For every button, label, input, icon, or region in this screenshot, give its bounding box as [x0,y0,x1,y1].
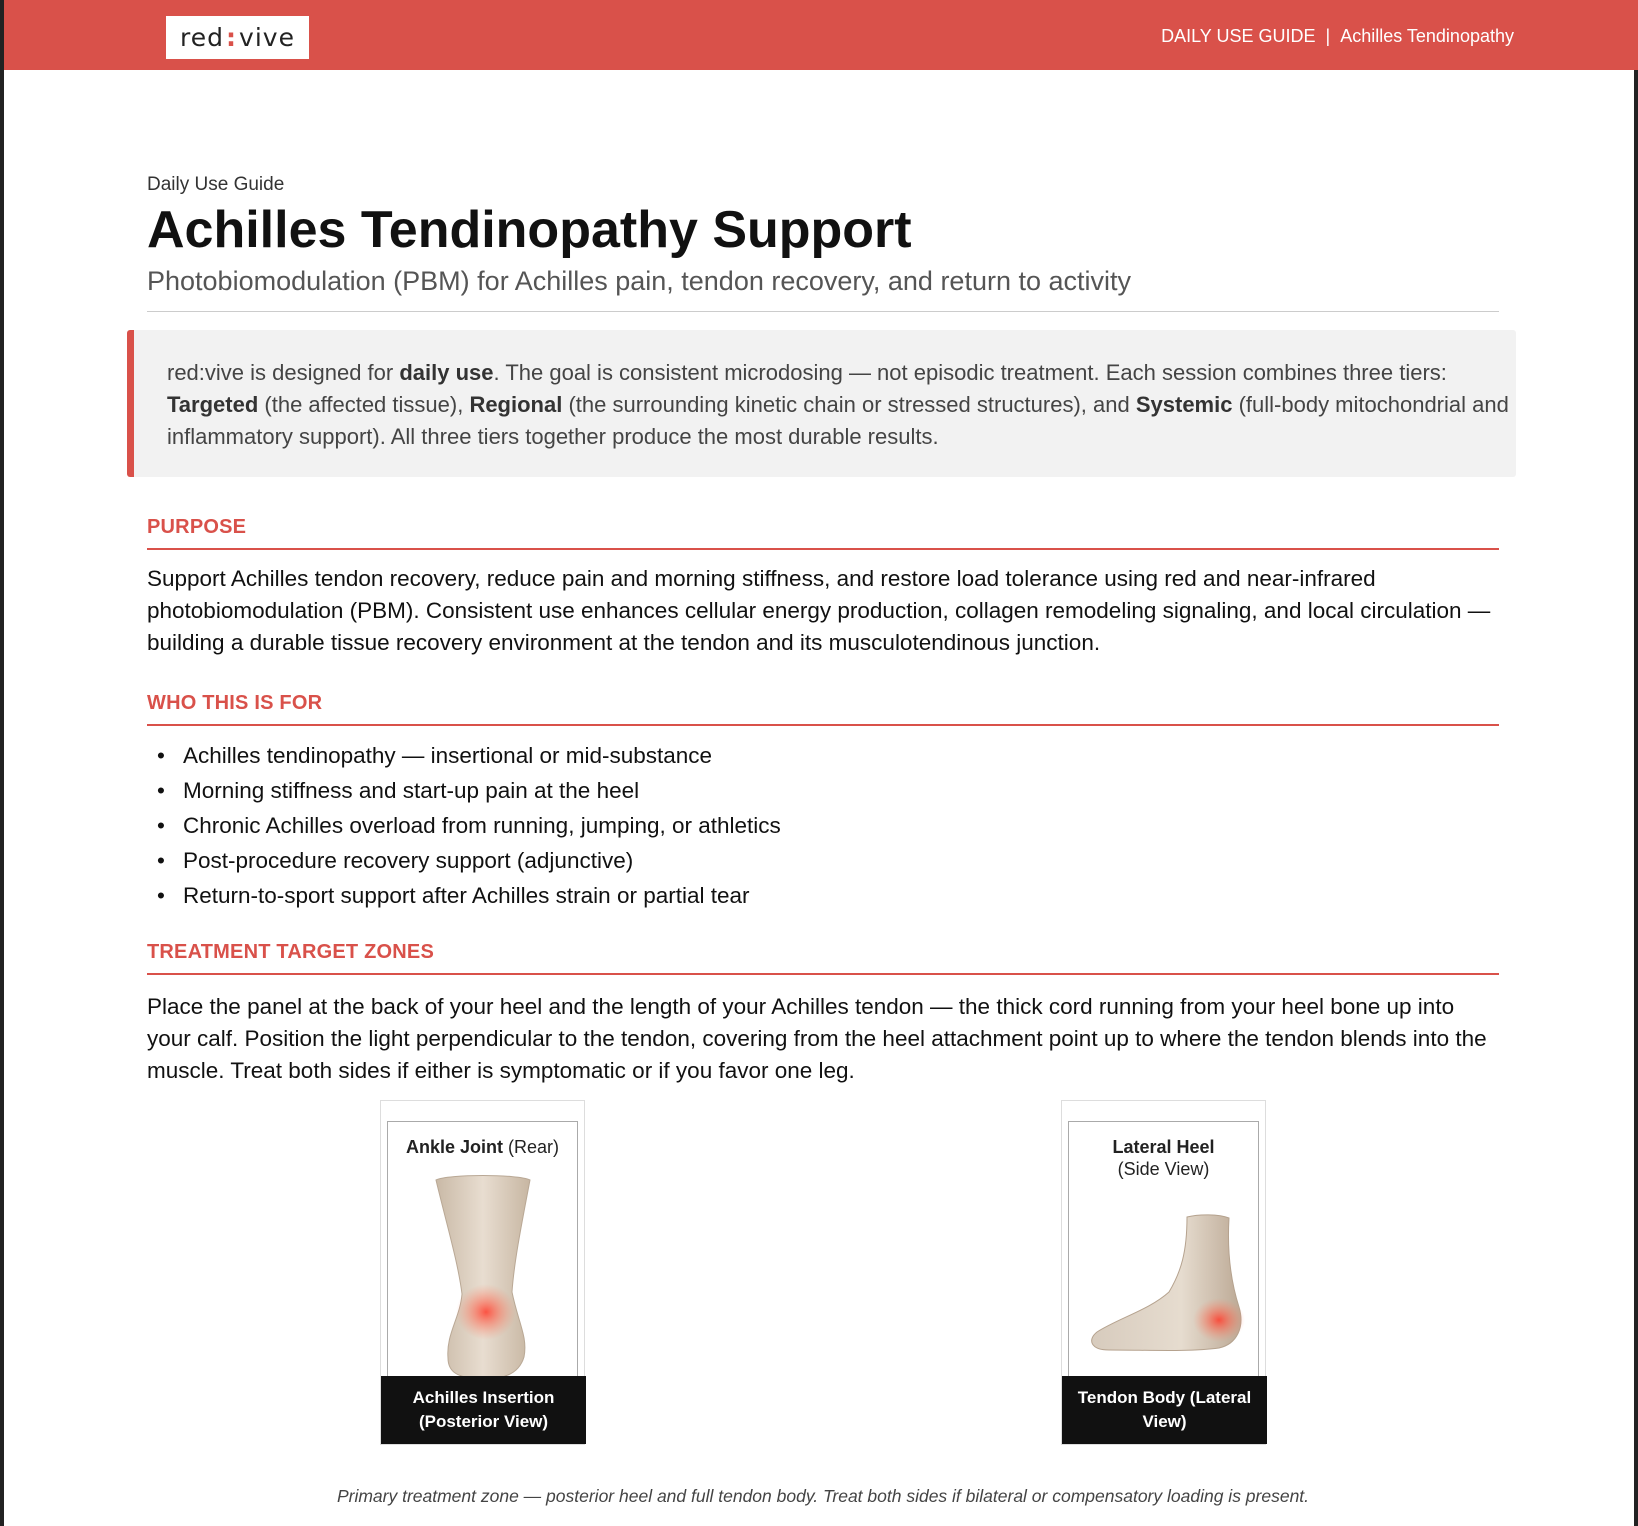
list-item [147,843,781,878]
who-heading: WHO THIS IS FOR [147,692,323,714]
page-subtitle: Photobiomodulation (PBM) for Achilles pain, tendon recovery, and return to activity [147,266,1132,296]
list-item-text: Achilles tendinopathy — insertional or mid-substance [183,743,713,768]
callout-text: (the surrounding kinetic chain or stressed structures), and [562,392,1136,417]
page-title: Achilles Tendinopathy Support [147,201,912,259]
zones-text: Place the panel at the back of your heel and the length of your Achilles tendon — the thick cord running from your heel bone up into your calf. Position the light perpendicular to the tendon, covering from the heel attachment point up to where the tendon blends into the muscle. Treat both sides if either is symptomatic or if you favor one leg. [147,994,1487,1083]
purpose-text: Support Achilles tendon recovery, reduce pain and morning stiffness, and restore load tolerance using red and near-infrared photobiomodulation (PBM). Consistent use enhances cellular energy production, collagen remodeling signaling, and local circulation — building a durable tissue recovery environment at the tendon and its musculotendinous junction. [147,566,1491,655]
list-item [147,773,781,808]
list-item-text: Post-procedure recovery support (adjunctive) [183,848,634,873]
bullet-icon: • [157,883,165,908]
callout-bold-regional: Regional [469,392,563,417]
nav-separator: | [1325,26,1331,46]
callout-text: . The goal is consistent microdosing — not episodic treatment. Each session combines three tiers: [493,360,1447,385]
callout-text: red:vive is designed for [167,360,400,385]
list-item-text: Chronic Achilles overload from running, jumping, or athletics [183,813,781,838]
callout-bold-targeted: Targeted [167,392,259,417]
lateral-heel-illustration [1069,1122,1260,1401]
callout-text: (the affected tissue), [258,392,470,417]
zones-divider [147,973,1499,975]
zones-heading: TREATMENT TARGET ZONES [147,941,434,963]
bullet-icon: • [157,743,165,768]
top-nav [1161,26,1514,47]
card-label-bold: Lateral Heel [1112,1137,1215,1157]
purpose-heading: PURPOSE [147,516,247,538]
logo-vive: vive [239,23,295,52]
list-item-text: Morning stiffness and start-up pain at the heel [183,778,640,803]
list-item [147,808,781,843]
zones-footnote: Primary treatment zone — posterior heel and full tendon body. Treat both sides if bilateral or compensatory loading is present. [336,1486,1310,1506]
card-label-bold: Ankle Joint [405,1137,503,1157]
list-item [147,738,781,773]
list-item [147,878,781,913]
card-tendon-body [1061,1100,1266,1445]
list-item-text: Return-to-sport support after Achilles strain or partial tear [183,883,750,908]
logo[interactable] [166,16,309,59]
card-caption: Tendon Body (Lateral View) [1062,1376,1267,1444]
nav-topic: Achilles Tendinopathy [1340,26,1514,46]
card-image-frame [387,1121,578,1400]
logo-red: red [180,23,225,52]
daily-use-callout [127,330,1516,477]
who-list [147,738,781,913]
card-achilles-insertion [380,1100,585,1445]
card-caption: Achilles Insertion (Posterior View) [381,1376,586,1444]
kicker: Daily Use Guide [147,174,285,195]
bullet-icon: • [157,848,165,873]
card-label-rest: (Side View) [1117,1159,1210,1179]
purpose-divider [147,548,1499,550]
callout-bold-systemic: Systemic [1135,392,1233,417]
card-image-frame [1068,1121,1259,1400]
logo-colon: : [226,23,238,52]
callout-bold-daily-use: daily use [399,360,494,385]
callout-text: (full-body mitochondrial and inflammatory support). All three tiers together produce the most durable results. [167,392,1509,449]
card-label-rest: (Rear) [503,1137,560,1157]
bullet-icon: • [157,778,165,803]
who-divider [147,724,1499,726]
ankle-rear-illustration [388,1122,579,1401]
top-bar [4,0,1638,70]
nav-daily-use-guide: DAILY USE GUIDE [1161,26,1316,46]
bullet-icon: • [157,813,165,838]
title-divider [147,311,1499,312]
